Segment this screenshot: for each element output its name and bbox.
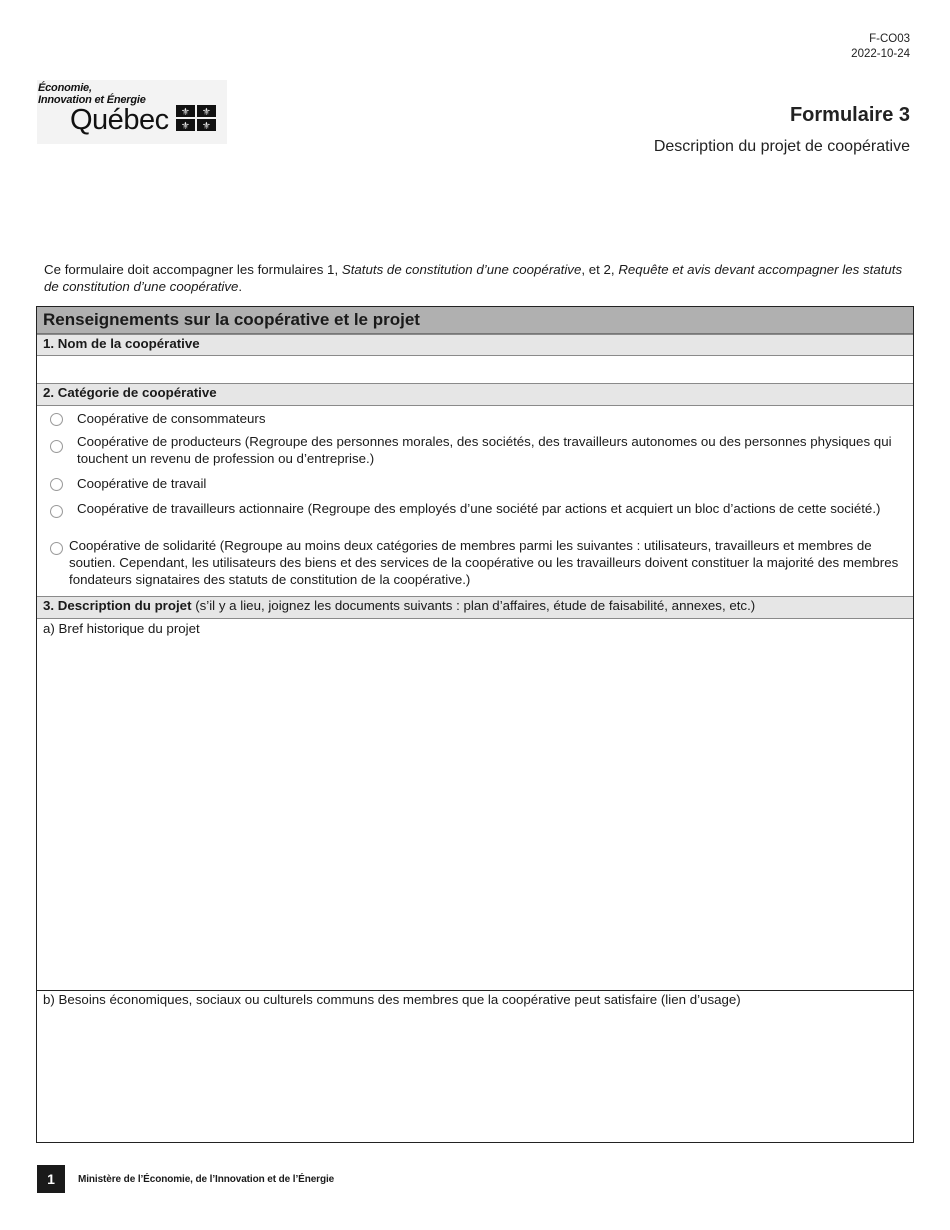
section-title: Renseignements sur la coopérative et le projet <box>37 307 913 334</box>
form-date: 2022-10-24 <box>851 48 910 60</box>
option-travail[interactable] <box>44 475 904 492</box>
radio-button[interactable] <box>50 413 63 426</box>
besoins-textarea[interactable] <box>37 1009 913 1140</box>
svg-text:⚜: ⚜ <box>202 107 211 118</box>
option-solidarite[interactable] <box>44 537 906 588</box>
historique-textarea[interactable] <box>37 638 913 990</box>
intro-paragraph <box>44 261 914 295</box>
q1-label-text: 1. Nom de la coopérative <box>43 336 200 351</box>
q3b-label: b) Besoins économiques, sociaux ou culturels communs des membres que la coopérative peut satisfaire (lien d’usage) <box>43 992 741 1007</box>
option-label: Coopérative de producteurs (Regroupe des personnes morales, des sociétés, des travailleurs autonomes ou des personnes physiques qui touchent un revenu de profession ou d’entreprise.) <box>77 434 892 466</box>
form-code: F-CO03 <box>869 33 910 45</box>
option-label: Coopérative de travailleurs actionnaire (Regroupe des employés d’une société par actions et acquiert un bloc d’actions de cette société.) <box>77 501 881 516</box>
intro-form1-title: Statuts de constitution d’une coopérative <box>341 262 582 277</box>
footer-ministry: Ministère de l’Économie, de l’Innovation et de l’Énergie <box>78 1174 335 1185</box>
radio-button[interactable] <box>50 542 63 555</box>
option-label: Coopérative de consommateurs <box>77 411 266 426</box>
q1-label <box>37 334 913 356</box>
q3-label <box>37 596 913 619</box>
form-title: Formulaire 3 <box>789 104 910 126</box>
q3-label-note: (s’il y a lieu, joignez les documents suivants : plan d’affaires, étude de faisabilité, annexes, etc.) <box>191 598 756 613</box>
option-producteurs[interactable] <box>44 433 904 467</box>
svg-text:⚜: ⚜ <box>202 121 211 131</box>
radio-button[interactable] <box>50 440 63 453</box>
form-subtitle: Description du projet de coopérative <box>653 138 910 155</box>
q3a-label: a) Bref historique du projet <box>43 621 200 636</box>
radio-button[interactable] <box>50 478 63 491</box>
logo-ministry-line1: Économie, <box>38 82 92 94</box>
logo-wordmark: Québec <box>70 104 169 136</box>
quebec-flag-icon <box>176 105 216 131</box>
q2-label-text: 2. Catégorie de coopérative <box>43 385 217 400</box>
divider <box>37 990 913 991</box>
radio-button[interactable] <box>50 505 63 518</box>
intro-form2-title: Requête et avis devant accompagner les statuts de constitution d’une coopérative <box>44 262 903 294</box>
option-consommateurs[interactable] <box>44 410 904 427</box>
svg-text:⚜: ⚜ <box>181 121 190 131</box>
intro-text-2: , et 2, <box>581 262 619 277</box>
option-travailleurs-actionnaire[interactable] <box>44 500 904 518</box>
intro-text-3: . <box>238 279 243 294</box>
logo-ministry-line2: Innovation et Énergie <box>38 94 146 106</box>
logo-ministry-name <box>38 82 146 106</box>
quebec-logo <box>37 80 227 144</box>
cooperative-name-input[interactable] <box>37 356 913 383</box>
form-code-block <box>851 32 910 62</box>
option-label: Coopérative de travail <box>77 476 207 491</box>
q2-label <box>37 383 913 406</box>
intro-text-1: Ce formulaire doit accompagner les formulaires 1, <box>44 262 342 277</box>
page-number: 1 <box>37 1165 65 1193</box>
svg-text:⚜: ⚜ <box>181 107 190 118</box>
option-label: Coopérative de solidarité (Regroupe au moins deux catégories de membres parmi les suivantes : utilisateurs, travailleurs et membres de soutien. Cependant, les utilisateurs des biens et des services de la coopérative ou les travailleurs doivent constituer la majorité des membres fondateurs signataires des statuts de constitution de la coopérative.) <box>69 538 899 587</box>
q3-label-bold: 3. Description du projet <box>43 598 192 613</box>
